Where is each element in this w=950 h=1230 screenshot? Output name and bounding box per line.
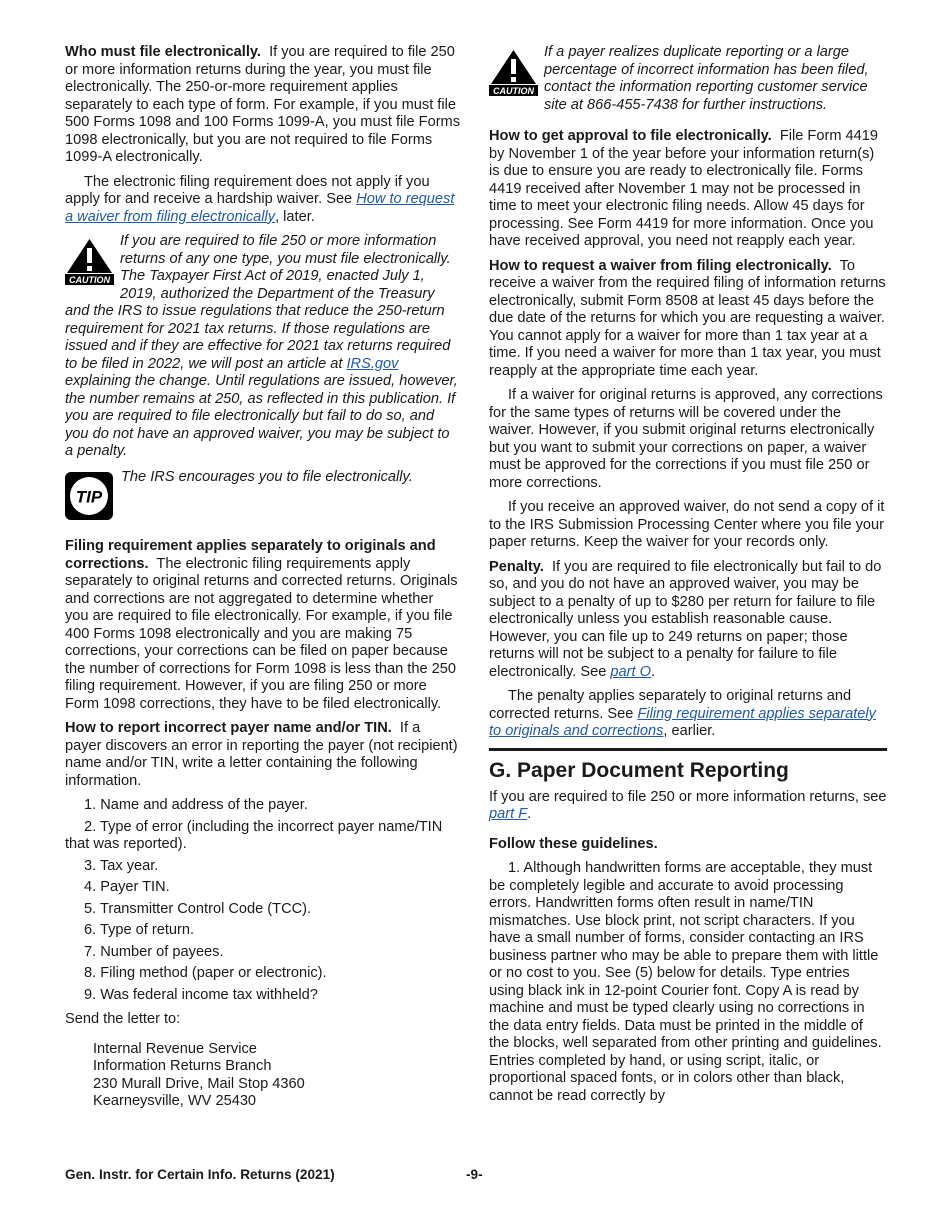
paragraph-approved-waiver: If you receive an approved waiver, do not send a copy of it to the IRS Submission Processing Center where you file your paper returns. Keep the waiver for your records only. [489,499,885,550]
paragraph-request-waiver [489,258,887,381]
caution-text: If a payer realizes duplicate reporting or a large percentage of incorrect information has been filed, contact the information reporting customer service site at 866-455-7438 for further instructions. [544,44,869,113]
address-line: Information Returns Branch [93,1058,272,1074]
heading: Penalty. [489,558,544,575]
list-item: 8. Filing method (paper or electronic). [84,965,327,981]
list-item: 5. Transmitter Control Code (TCC). [84,900,312,917]
body-text: . [650,663,656,680]
body-text: , earlier. [663,723,716,739]
link-part-o[interactable]: part O [610,663,651,680]
left-column [65,44,460,1111]
body-text: If you are required to file 250 or more information returns during the year, you must file electronically. The 250-or-more requirement applies separately to each type of form. For example, if you must file 500 Forms 1098 and 100 Forms 1099-A, you must file Forms 1098 electronically, but you are not required to file Forms 1099-A electronically. [65,44,461,165]
paragraph-filing-separately [65,538,460,713]
caution-note [65,233,460,461]
heading: Who must file electronically. [65,44,261,60]
footer-title: Gen. Instr. for Certain Info. Returns (2021) [65,1167,335,1182]
paragraph-guideline-1: 1. Although handwritten forms are acceptable, they must be completely legible and accurate to avoid processing errors. Handwritten forms often result in name/TIN mismatches. Use block print, not script characters. If you have a small number of forms, consider contacting an IRS business partner who may be able to prepare them with little or no cost to you. See (5) below for details. Type entries using black ink in 12-point Courier font. Copy A is read by machine and must be typed clearly using no corrections in the data entry fields. Data must be printed in the middle of the blocks, well separated from other printing and guidelines. Entries completed by hand, or using script, italic, or proportional spaced fonts, or in colors other than black, cannot be read correctly by [489,860,882,1104]
caution-icon [65,237,114,291]
paragraph-who-must-file [65,44,460,167]
list-item: 3. Tax year. [84,857,159,874]
guidelines-heading: Follow these guidelines. [489,835,658,852]
body-text: The electronic filing requirement does not apply if you apply for and receive a hardship waiver. See [65,173,430,207]
paragraph-incorrect-payer [65,720,460,790]
link-irs-gov[interactable]: IRS.gov [346,355,399,372]
paragraph-penalty-separately [489,688,887,741]
caution-text: If you are required to file 250 or more information returns of any one type, you must file electronically. The Taxpayer First Act of 2019, enacted July 1, 2019, authorized the Department of the Treasury and the IRS to issue regulations that reduce the 250-return requirement for 2021 tax returns. If those regulations are issued and if they are effective for 2021 tax returns required to be filed in 2022, we will post an article at [65,233,451,372]
address-line: 230 Murall Drive, Mail Stop 4360 [93,1075,305,1092]
address-line: Internal Revenue Service [93,1040,257,1057]
link-filing-requirement[interactable]: Filing requirement applies separately to originals and corrections [489,705,876,739]
caution-text: explaining the change. Until regulations are issued, however, the number remains at 250, as reflected in this publication. If you are required to file electronically but fail to do so, and you do not have an approved waiver, you may be subject to a penalty. [65,373,458,459]
address-line: Kearneysville, WV 25430 [93,1093,257,1109]
section-title: G. Paper Document Reporting [489,748,887,783]
list-item: 6. Type of return. [84,922,195,938]
list-item: 4. Payer TIN. [84,879,170,895]
body-text: The penalty applies separately to original returns and corrected returns. See [489,688,852,722]
body-text: To receive a waiver from the required filing of information returns electronically, submit Form 8508 at least 45 days before the due date of the returns for which you are requesting a waiver. You cannot apply for a waiver for more than 1 tax year at a time. If you need a waiver for more than 1 tax year, you must reapply at the appropriate time each year. [489,257,886,379]
paragraph-paper-intro [489,789,887,824]
mailing-address [93,1041,460,1111]
paragraph-hardship-waiver [65,174,460,227]
caution-label: CAUTION [69,275,110,285]
caution-icon [489,48,538,102]
body-text: . [527,806,532,822]
caution-note [489,44,887,114]
body-text: The electronic filing requirements apply separately to original returns and corrected returns. Originals and corrections are not aggregated to determine whether you are required to file electronically. For example, if you file 400 Forms 1098 electronically and you are making 75 corrections, your corrections can be filed on paper because the number of corrections for Form 1098 is less than the 250 filing requirement. However, if you are filing 250 or more Form 1098 corrections, they have to be filed electronically. [65,555,458,712]
list-item: 9. Was federal income tax withheld? [84,986,318,1003]
heading: How to report incorrect payer name and/or TIN. [65,720,392,736]
tip-text: The IRS encourages you to file electronically. [121,468,413,485]
list-item: 1. Name and address of the payer. [84,797,308,813]
caution-label: CAUTION [493,86,534,96]
tip-label: TIP [75,487,103,506]
paragraph-waiver-corrections: If a waiver for original returns is approved, any corrections for the same types of returns will be covered under the waiver. However, if you submit original returns electronically but you want to submit your corrections on paper, a waiver must be approved for the corrections if you must file 250 or more corrections. [489,387,883,491]
info-list [65,797,460,1004]
body-text: If you are required to file 250 or more information returns, see [489,788,887,805]
heading: How to request a waiver from filing electronically. [489,257,832,274]
paragraph-penalty [489,559,887,682]
link-request-waiver[interactable]: How to request a waiver from filing electronically [65,191,455,225]
heading: How to get approval to file electronically. [489,128,772,144]
paragraph-approval [489,128,887,251]
link-part-f[interactable]: part F [489,806,528,822]
heading: Filing requirement applies separately to originals and corrections. [65,538,436,572]
list-item: 7. Number of payees. [84,943,224,960]
right-column [489,44,887,1112]
body-text: File Form 4419 by November 1 of the year before your information return(s) is due to ensure you are ready to electronically file. Forms 4419 received after November 1 may not be processed in time to meet your electronic filing needs. Allow 45 days for processing. See Form 4419 for more information. Once you have received approval, you need not reapply each year. [489,128,878,249]
tip-icon [65,472,113,526]
send-letter-label: Send the letter to: [65,1011,181,1027]
list-item: 2. Type of error (including the incorrect payer name/TIN that was reported). [65,818,443,852]
body-text: , later. [275,208,315,225]
page-number: -9- [466,1167,483,1182]
tip-note [65,469,460,530]
body-text: If you are required to file electronically but fail to do so, and you do not have an approved waiver, you may be subject to a penalty of up to $280 per return for failure to file electronically unless you establish reasonable cause. However, you can file up to 249 returns on paper; those returns will not be subject to a penalty for failure to file electronically. See [489,558,882,680]
body-text: If a payer discovers an error in reporting the payer (not recipient) name and/or TIN, write a letter containing the following information. [65,720,458,789]
